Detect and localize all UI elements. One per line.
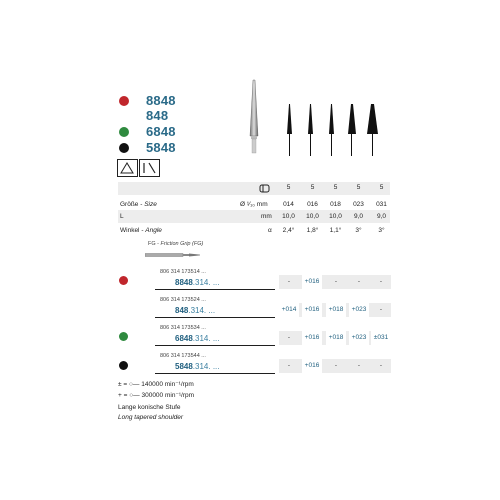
order-cell: -	[379, 362, 383, 369]
legend-line: ± = ○— 140000 min⁻¹/rpm	[118, 381, 194, 388]
size-value: 023	[353, 201, 364, 208]
length-value: 9,0	[353, 213, 364, 220]
order-cell: -	[287, 362, 291, 369]
angle-value: 3°	[355, 227, 362, 234]
pack-value: 5	[310, 184, 315, 191]
order-code: 6848.314. ...	[175, 334, 220, 343]
order-cell: +016	[302, 303, 322, 317]
order-underline	[155, 373, 275, 374]
order-cell: +018	[326, 331, 346, 345]
variant-code-848: 848	[146, 108, 169, 123]
order-underline	[155, 345, 275, 346]
order-code: 5848.314. ...	[175, 362, 220, 371]
length-value: 10,0	[329, 213, 342, 220]
pictogram-icons	[117, 159, 161, 177]
angle-value: 3°	[378, 227, 385, 234]
pack-value: 5	[333, 184, 338, 191]
order-ref: 806 314 173524 ...	[160, 297, 206, 303]
order-cell: +023	[349, 331, 369, 345]
size-value: 018	[330, 201, 341, 208]
variant-code-6848: 6848	[146, 124, 176, 139]
shank-label: FG - Friction Grip (FG)	[148, 241, 204, 247]
order-cell: +023	[349, 303, 369, 317]
length-value: 10,0	[282, 213, 295, 220]
legend-line: + = ○— 300000 min⁻¹/rpm	[118, 392, 195, 399]
shank-image	[145, 251, 201, 259]
angle-value: 1,1°	[329, 227, 342, 234]
order-cell: -	[379, 278, 383, 285]
order-code: 848.314. ...	[175, 306, 216, 315]
order-cell: +014	[279, 303, 299, 317]
variant-dot-5848	[119, 143, 129, 153]
pack-value: 5	[286, 184, 291, 191]
bur-large-image	[244, 78, 264, 154]
order-ref: 806 314 173544 ...	[160, 353, 206, 359]
order-cell: -	[287, 278, 291, 285]
description-de: Lange konische Stufe	[118, 404, 181, 411]
order-underline	[155, 289, 275, 290]
size-unit: Ø ¹⁄₁₀ mm	[240, 201, 268, 208]
order-dot-6848	[119, 332, 128, 341]
order-cell: +016	[302, 275, 322, 289]
order-code: 8848.314. ...	[175, 278, 220, 287]
pack-value: 5	[379, 184, 384, 191]
size-value: 016	[307, 201, 318, 208]
order-cell: +018	[326, 303, 346, 317]
length-unit: mm	[261, 213, 272, 220]
size-value: 014	[283, 201, 294, 208]
order-underline	[155, 317, 275, 318]
speed-icon: ○—	[129, 381, 140, 388]
angle-label: Winkel - Angle	[120, 227, 162, 234]
order-cell: -	[287, 334, 291, 341]
order-cell: +016	[302, 331, 322, 345]
variant-dot-6848	[119, 127, 129, 137]
order-cell: -	[357, 278, 361, 285]
order-ref: 806 314 173514 ...	[160, 269, 206, 275]
speed-icon: ○—	[129, 392, 140, 399]
angle-value: 2,4°	[282, 227, 295, 234]
angle-unit: α	[268, 227, 272, 234]
angle-value: 1,8°	[306, 227, 319, 234]
order-cell: -	[334, 362, 338, 369]
length-value: 9,0	[376, 213, 387, 220]
order-dot-5848	[119, 361, 128, 370]
order-ref: 806 314 173534 ...	[160, 325, 206, 331]
order-cell: -	[334, 278, 338, 285]
size-label: Größe - Size	[120, 201, 157, 208]
order-cell: ±031	[371, 331, 391, 345]
size-value: 031	[376, 201, 387, 208]
description-en: Long tapered shoulder	[118, 414, 184, 421]
pack-value: 5	[356, 184, 361, 191]
length-value: 10,0	[306, 213, 319, 220]
order-dot-8848	[119, 276, 128, 285]
variant-dot-8848	[119, 96, 129, 106]
variant-code-5848: 5848	[146, 140, 176, 155]
length-label: L	[120, 213, 124, 220]
order-cell: -	[379, 306, 383, 313]
order-cell: +016	[302, 359, 322, 373]
pack-icon	[259, 183, 271, 194]
bur-silhouettes	[278, 104, 388, 156]
order-cell: -	[357, 362, 361, 369]
variant-code-8848: 8848	[146, 93, 176, 108]
